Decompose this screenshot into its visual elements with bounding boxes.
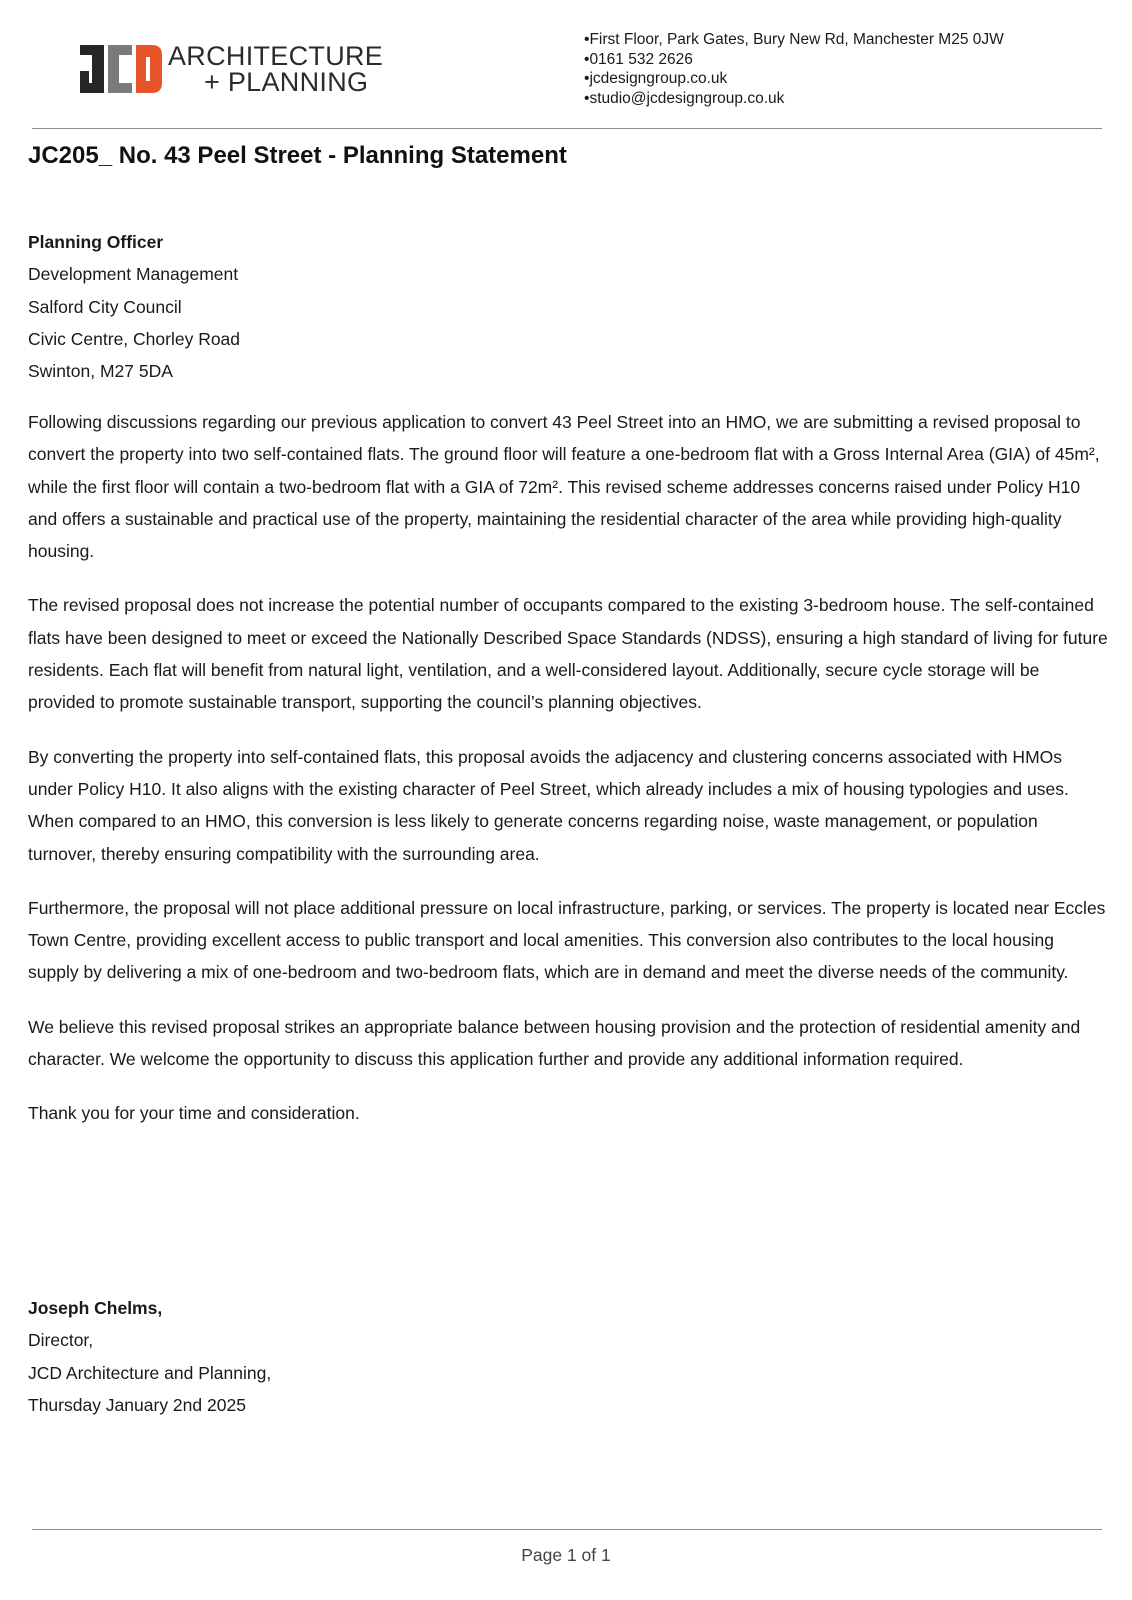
recipient-line: Swinton, M27 5DA	[28, 361, 173, 382]
contact-details	[584, 30, 1004, 108]
letter-date: Thursday January 2nd 2025	[28, 1394, 246, 1415]
recipient-line: Civic Centre, Chorley Road	[28, 328, 241, 349]
signatory-company: JCD Architecture and Planning,	[28, 1362, 272, 1383]
signature-block	[28, 1292, 271, 1421]
signatory-role: Director,	[28, 1330, 94, 1351]
recipient-name: Planning Officer	[28, 232, 164, 252]
jcd-monogram-icon	[80, 45, 162, 93]
logo-line-2: + PLANNING	[204, 67, 369, 97]
body-paragraph: Furthermore, the proposal will not place additional pressure on local infrastructure, parking, or services. The property is located near Eccles Town Centre, providing excellent access to public transport and local amenities. This conversion also contributes to the local housing supply by delivering a mix of one-bedroom and two-bedroom flats, which are in demand and meet the diverse needs of the community.	[28, 897, 1106, 983]
page-number: Page 1 of 1	[521, 1545, 611, 1565]
company-logo	[80, 41, 384, 97]
body-paragraph: The revised proposal does not increase the potential number of occupants compared to the existing 3-bedroom house. The self-contained flats have been designed to meet or exceed the Nationally Described Space Standards (NDSS), ensuring a high standard of living for future residents. Each flat will benefit from natural light, ventilation, and a well-considered layout. Additionally, secure cycle storage will be provided to promote sustainable transport, supporting the council’s planning objectives.	[28, 595, 1108, 713]
closing-line: Thank you for your time and consideration.	[28, 1103, 360, 1124]
body-paragraph: By converting the property into self-contained flats, this proposal avoids the adjacency and clustering concerns associated with HMOs under Policy H10. It also aligns with the existing character of Peel Street, which already includes a mix of housing typologies and uses. When compared to an HMO, this conversion is less likely to generate concerns regarding noise, waste management, or population turnover, thereby ensuring compatibility with the surrounding area.	[28, 746, 1069, 864]
logo-wordmark	[168, 43, 383, 95]
contact-website[interactable]: • jcdesigngroup.co.uk	[584, 69, 1004, 89]
recipient-address	[28, 226, 240, 387]
footer-divider	[32, 1529, 1102, 1530]
header-divider	[32, 128, 1102, 129]
document-title: JC205_ No. 43 Peel Street - Planning Statement	[28, 142, 567, 169]
signatory-name: Joseph Chelms,	[28, 1298, 163, 1318]
contact-address: • First Floor, Park Gates, Bury New Rd, Manchester M25 0JW	[584, 30, 1004, 50]
body-paragraph: We believe this revised proposal strikes an appropriate balance between housing provision and the protection of residential amenity and character. We welcome the opportunity to discuss this application further and provide any additional information required.	[28, 1016, 1081, 1070]
letter-body	[28, 406, 1108, 1152]
body-paragraph: Following discussions regarding our previous application to convert 43 Peel Street into an HMO, we are submitting a revised proposal to convert the property into two self-contained flats. The ground floor will feature a one-bedroom flat with a Gross Internal Area (GIA) of 45m², while the first floor will contain a two-bedroom flat with a GIA of 72m². This revised scheme addresses concerns raised under Policy H10 and offers a sustainable and practical use of the property, maintaining the residential character of the area while providing high-quality housing.	[28, 412, 1100, 562]
contact-phone: • 0161 532 2626	[584, 50, 1004, 70]
recipient-line: Development Management	[28, 264, 239, 285]
logo-line-1: ARCHITECTURE	[168, 41, 384, 71]
recipient-line: Salford City Council	[28, 296, 182, 317]
contact-email[interactable]: • studio@jcdesigngroup.co.uk	[584, 89, 1004, 109]
